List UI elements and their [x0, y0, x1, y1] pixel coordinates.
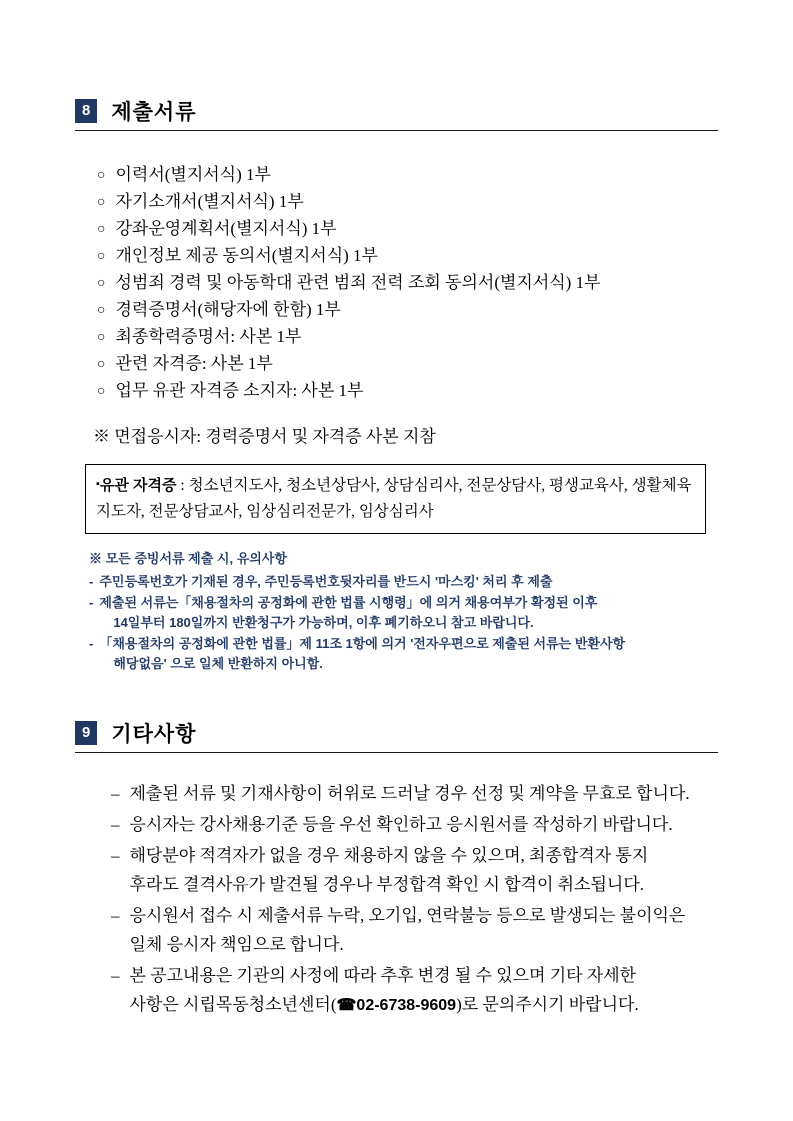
qualification-box — [85, 464, 706, 534]
caution-block — [89, 548, 718, 674]
caution-item-line1: 「채용절차의 공정화에 관한 법률」제 11조 1항에 의거 '전자우편으로 제출된 서류는 반환사항 — [99, 635, 626, 651]
list-item-label: 자기소개서(별지서식) 1부 — [115, 192, 304, 211]
etc-item-text: 제출된 서류 및 기재사항이 허위로 드러날 경우 선정 및 계약을 무효로 합니다. — [129, 784, 690, 803]
caution-item-text — [99, 593, 718, 633]
list-item — [97, 296, 718, 323]
qualification-label: 유관 자격증 — [99, 477, 177, 494]
list-item — [97, 323, 718, 350]
etc-list — [75, 779, 718, 1020]
document-list — [75, 161, 718, 404]
interview-note: ※ 면접응시자: 경력증명서 및 자격증 사본 지참 — [93, 427, 436, 446]
section-8-header — [75, 96, 718, 131]
list-item — [97, 377, 718, 404]
list-item-label: 경력증명서(해당자에 한함) 1부 — [115, 300, 341, 319]
etc-item-line2: 후라도 결격사유가 발견될 경우나 부정합격 확인 시 합격이 취소됩니다. — [129, 875, 644, 894]
etc-item-line1: 해당분야 적격자가 없을 경우 채용하지 않을 수 있으며, 최종합격자 통지 — [129, 846, 649, 865]
etc-last-line1: 본 공고내용은 기관의 사정에 따라 추후 변경 될 수 있으며 기타 자세한 — [129, 966, 637, 985]
list-item-label: 이력서(별지서식) 1부 — [115, 165, 271, 184]
etc-last-line2-post: )로 문의주시기 바랍니다. — [456, 995, 639, 1014]
ring-bullet-icon: ○ — [97, 384, 106, 399]
qualification-text: 청소년지도사, 청소년상담사, 상담심리사, 전문상담사, 평생교육사, 생활체육지도자, 전문상담교사, 임상심리전문가, 임상심리사 — [96, 477, 692, 520]
caution-list — [89, 572, 718, 674]
list-item — [111, 961, 718, 1020]
phone-number: 02-6738-9609 — [356, 997, 457, 1014]
dash-marker: – — [111, 966, 120, 985]
list-item-label: 개인정보 제공 동의서(별지서식) 1부 — [115, 246, 378, 265]
etc-item-text — [130, 841, 719, 899]
etc-item-line2: 일체 응시자 책임으로 합니다. — [129, 935, 344, 954]
phone-icon: ☎ — [336, 997, 357, 1014]
dash-marker: – — [111, 846, 120, 865]
list-item — [111, 901, 718, 959]
list-item — [89, 593, 718, 633]
ring-bullet-icon: ○ — [97, 168, 106, 183]
list-item — [111, 779, 718, 808]
caution-item-line1: 제출된 서류는「채용절차의 공정화에 관한 법률 시행령」에 의거 채용여부가 확정된 이후 — [99, 594, 598, 610]
dash-marker: – — [111, 906, 120, 925]
caution-item-line2: 해당없음' 으로 일체 반환하지 아니함. — [113, 655, 323, 671]
ring-bullet-icon: ○ — [97, 249, 106, 264]
qualification-separator: : — [176, 477, 189, 494]
list-item-label: 관련 자격증: 사본 1부 — [115, 354, 273, 373]
list-item — [97, 350, 718, 377]
dash-marker: - — [89, 594, 94, 610]
section-8-number: 8 — [75, 99, 97, 123]
etc-item-text — [130, 901, 719, 959]
square-bullet-icon: ▪ — [96, 477, 100, 490]
section-9-header — [75, 718, 718, 753]
etc-last-line2-pre: 사항은 시립목동청소년센터( — [129, 995, 337, 1014]
dash-marker: - — [89, 635, 94, 651]
section-9-title: 기타사항 — [111, 723, 197, 746]
caution-item-text — [99, 634, 718, 674]
list-item — [97, 269, 718, 296]
etc-item-text: 응시자는 강사채용기준 등을 우선 확인하고 응시원서를 작성하기 바랍니다. — [129, 815, 673, 834]
section-submission-documents — [75, 96, 718, 675]
etc-item-line1: 응시원서 접수 시 제출서류 누락, 오기입, 연락불능 등으로 발생되는 불이익은 — [129, 906, 686, 925]
section-8-title: 제출서류 — [111, 101, 197, 124]
list-item — [89, 634, 718, 674]
list-item — [97, 242, 718, 269]
list-item-label: 업무 유관 자격증 소지자: 사본 1부 — [115, 381, 364, 400]
caution-title: ※ 모든 증빙서류 제출 시, 유의사항 — [89, 550, 287, 566]
section-other-matters — [75, 718, 718, 1036]
dash-marker: - — [89, 573, 94, 589]
list-item — [97, 188, 718, 215]
ring-bullet-icon: ○ — [97, 330, 106, 345]
list-item — [89, 572, 718, 592]
ring-bullet-icon: ○ — [97, 357, 106, 372]
dash-marker: – — [111, 815, 120, 834]
ring-bullet-icon: ○ — [97, 222, 106, 237]
list-item — [97, 161, 718, 188]
list-item-label: 최종학력증명서: 사본 1부 — [115, 327, 302, 346]
caution-item-text: 주민등록번호가 기재된 경우, 주민등록번호뒷자리를 반드시 '마스킹' 처리 후 제출 — [99, 573, 553, 589]
ring-bullet-icon: ○ — [97, 195, 106, 210]
list-item-label: 성범죄 경력 및 아동학대 관련 범죄 전력 조회 동의서(별지서식) 1부 — [115, 273, 601, 292]
list-item-label: 강좌운영계획서(별지서식) 1부 — [115, 219, 337, 238]
list-item — [111, 841, 718, 899]
etc-item-text-contact — [130, 961, 719, 1020]
list-item — [97, 215, 718, 242]
ring-bullet-icon: ○ — [97, 303, 106, 318]
section-9-number: 9 — [75, 721, 97, 745]
dash-marker: – — [111, 784, 120, 803]
caution-item-line2: 14일부터 180일까지 반환청구가 가능하며, 이후 폐기하오니 참고 바랍니다. — [113, 614, 534, 630]
ring-bullet-icon: ○ — [97, 276, 106, 291]
list-item — [111, 810, 718, 839]
